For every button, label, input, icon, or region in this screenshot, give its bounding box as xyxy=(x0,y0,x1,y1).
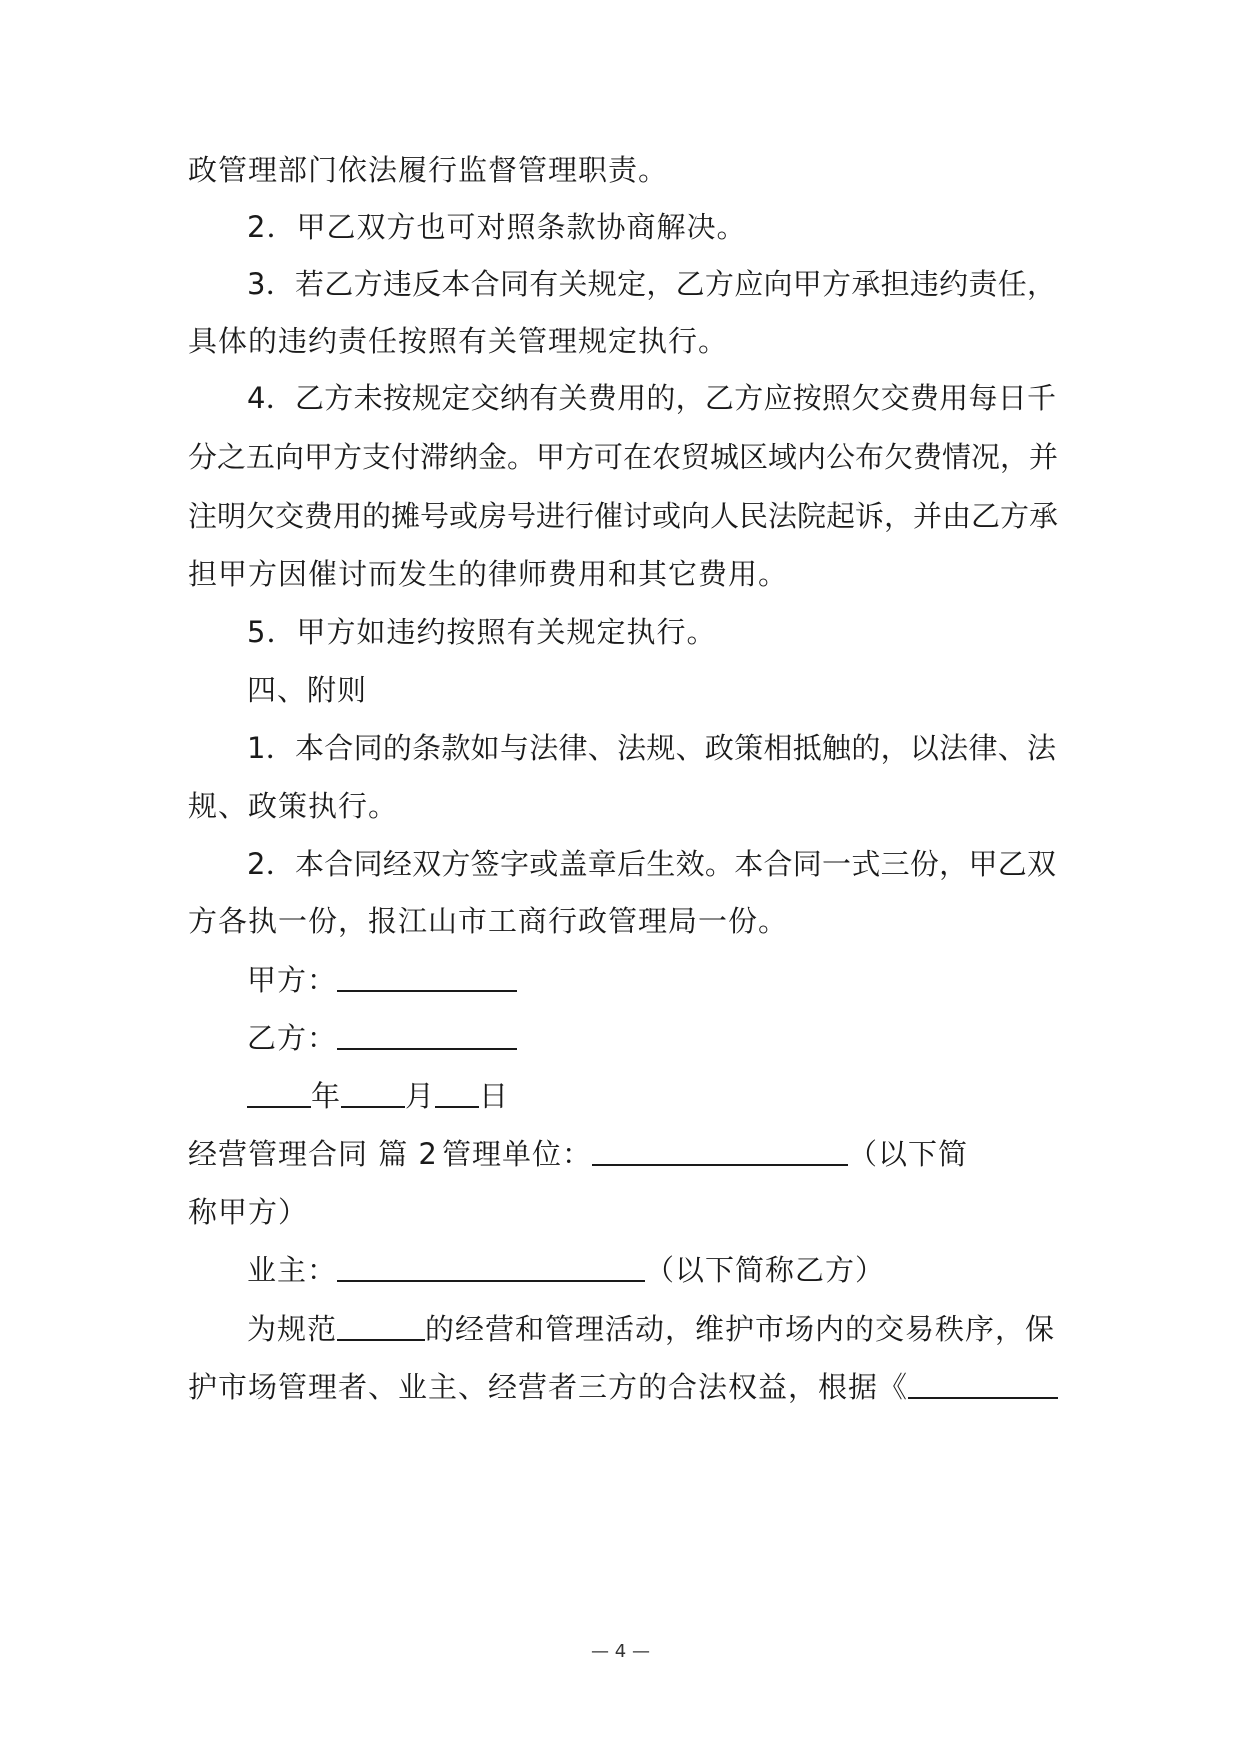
paragraph-line: 2．本合同经双方签字或盖章后生效。本合同一式三份，甲乙双 xyxy=(247,847,1056,881)
party-a-blank[interactable] xyxy=(337,960,517,992)
party-b-signature-line xyxy=(247,1018,517,1058)
day-blank[interactable] xyxy=(435,1076,479,1108)
purpose-text-c: 护市场管理者、业主、经营者三方的合法权益，根据《 xyxy=(188,1370,909,1404)
owner-line xyxy=(247,1250,885,1290)
paragraph-line: 分之五向甲方支付滞纳金。甲方可在农贸城区域内公布欠费情况，并 xyxy=(188,440,1059,474)
section-heading: 四、附则 xyxy=(247,673,368,707)
paragraph-line: 政管理部门依法履行监督管理职责。 xyxy=(188,153,669,187)
paragraph-line: 4．乙方未按规定交纳有关费用的，乙方应按照欠交费用每日千 xyxy=(247,381,1056,415)
year-label: 年 xyxy=(311,1079,342,1113)
paragraph-line: 规、政策执行。 xyxy=(188,789,399,823)
party-b-blank[interactable] xyxy=(337,1018,517,1050)
purpose-line-2 xyxy=(188,1367,1058,1407)
month-blank[interactable] xyxy=(341,1076,405,1108)
paragraph-line: 2．甲乙双方也可对照条款协商解决。 xyxy=(247,210,747,244)
year-blank[interactable] xyxy=(247,1076,311,1108)
paragraph-line: 具体的违约责任按照有关管理规定执行。 xyxy=(188,324,729,358)
paragraph-line: 称甲方） xyxy=(188,1195,309,1229)
law-name-blank[interactable] xyxy=(908,1367,1058,1399)
day-label: 日 xyxy=(479,1079,510,1113)
paragraph-line: 注明欠交费用的摊号或房号进行催讨或向人民法院起诉，并由乙方承 xyxy=(188,499,1059,533)
page-number: — 4 — xyxy=(591,1641,650,1662)
party-a-label: 甲方： xyxy=(247,963,338,997)
manager-line xyxy=(442,1134,968,1174)
owner-blank[interactable] xyxy=(337,1250,645,1282)
paragraph-line: 担甲方因催讨而发生的律师费用和其它费用。 xyxy=(188,557,789,591)
purpose-line xyxy=(247,1309,1055,1349)
paragraph-line: 3．若乙方违反本合同有关规定，乙方应向甲方承担违约责任， xyxy=(247,267,1056,301)
month-label: 月 xyxy=(405,1079,436,1113)
owner-label: 业主： xyxy=(247,1253,338,1287)
manager-label: 管理单位： xyxy=(442,1137,593,1171)
paragraph-line: 方各执一份，报江山市工商行政管理局一份。 xyxy=(188,904,789,938)
purpose-text-a: 为规范 xyxy=(247,1312,338,1346)
date-line xyxy=(247,1076,509,1116)
section2-title: 经营管理合同 篇 2 xyxy=(188,1137,438,1171)
manager-blank[interactable] xyxy=(592,1134,848,1166)
paragraph-line: 5．甲方如违约按照有关规定执行。 xyxy=(247,615,717,649)
paragraph-line: 1．本合同的条款如与法律、法规、政策相抵触的，以法律、法 xyxy=(247,731,1056,765)
purpose-text-b: 的经营和管理活动，维护市场内的交易秩序，保 xyxy=(425,1312,1056,1346)
party-b-label: 乙方： xyxy=(247,1021,338,1055)
purpose-blank[interactable] xyxy=(337,1309,425,1341)
owner-suffix: （以下简称乙方） xyxy=(645,1253,886,1287)
manager-suffix: （以下简 xyxy=(848,1137,969,1171)
party-a-signature-line xyxy=(247,960,517,1000)
